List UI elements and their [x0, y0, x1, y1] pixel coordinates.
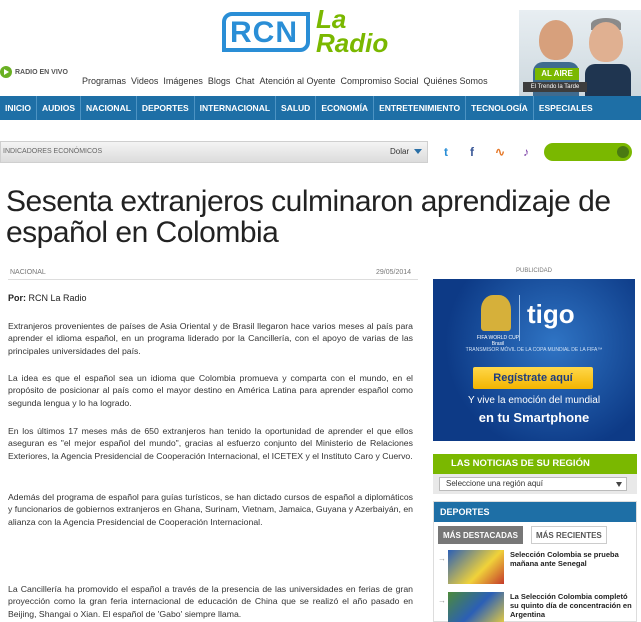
- ad-small-text: TRANSMISOR MÓVIL DE LA COPA MUNDIAL DE LA FIFA™: [465, 347, 603, 353]
- indicators-bar: [0, 141, 641, 163]
- divider: [8, 279, 418, 280]
- logo-radio-text: Radio: [316, 28, 389, 58]
- author-label: Por:: [8, 293, 26, 303]
- site-header: [0, 0, 641, 96]
- host-photo-2: [585, 64, 631, 96]
- twitter-icon[interactable]: t: [444, 145, 448, 159]
- currency-select[interactable]: Dolar: [390, 147, 410, 156]
- article-paragraph: Extranjeros provenientes de países de Asia Oriental y de Brasil llegaron hace varios meses al país para aprender el idioma español, en un programa liderado por la Cancillería, con el apoyo de varias de las principales universidades del país.: [8, 321, 413, 356]
- economic-indicators: [0, 141, 428, 163]
- nav-nacional[interactable]: NACIONAL: [81, 96, 137, 120]
- play-icon: [0, 66, 12, 78]
- author-name: RCN La Radio: [28, 293, 87, 303]
- article-section[interactable]: NACIONAL: [10, 269, 46, 276]
- on-air-show: El Trendo la Tarde: [523, 82, 587, 92]
- radio-live-link[interactable]: [0, 66, 68, 78]
- region-news-widget: [433, 454, 637, 494]
- nav-salud[interactable]: SALUD: [276, 96, 316, 120]
- sports-widget: [433, 501, 637, 622]
- ad-divider: [519, 295, 520, 341]
- search-input[interactable]: [544, 143, 632, 161]
- top-nav-quienes[interactable]: Quiénes Somos: [423, 76, 488, 86]
- sports-tabs: [434, 526, 636, 546]
- top-nav-atencion[interactable]: Atención al Oyente: [259, 76, 336, 86]
- nav-entretenimiento[interactable]: ENTRETENIMIENTO: [374, 96, 466, 120]
- chevron-down-icon[interactable]: [414, 149, 422, 154]
- nav-audios[interactable]: AUDIOS: [37, 96, 81, 120]
- nav-deportes[interactable]: DEPORTES: [137, 96, 195, 120]
- top-nav-compromiso[interactable]: Compromiso Social: [340, 76, 419, 86]
- news-headline[interactable]: La Selección Colombia completó su quinto día de concentración en Argentina: [510, 592, 632, 619]
- article-paragraph: La Cancillería ha promovido el español a través de la presencia de las universidades en ferias de gran proyección como la gran feria internacional de educación de China que se realizó el año pasado en Beijing, Shangai o Xian. El español de 'Gabo' siempre llama.: [8, 584, 413, 619]
- main-nav: [0, 96, 641, 120]
- top-nav-programas[interactable]: Programas: [82, 76, 127, 86]
- world-cup-trophy-icon: [481, 295, 511, 331]
- nav-internacional[interactable]: INTERNACIONAL: [195, 96, 276, 120]
- ad-label: PUBLICIDAD: [515, 268, 552, 274]
- nav-inicio[interactable]: INICIO: [0, 96, 37, 120]
- article-paragraph: Además del programa de español para guías turísticos, se han dictado cursos de español a diplomáticos y funcionarios de gobiernos extranjeros en Ghana, Surinam, Vietnam, Jamaica, Guyana y Azerbaiyán, en alianza con la Agencia Presidencial de Cooperación Internacional.: [8, 492, 414, 527]
- logo-la-text: La: [316, 4, 347, 34]
- rcn-logo-mark: RCN: [222, 12, 310, 52]
- article-title: Sesenta extranjeros culminaron aprendizaje de español en Colombia: [6, 185, 611, 249]
- register-button[interactable]: Regístrate aquí: [473, 367, 593, 389]
- host-face-1: [539, 20, 573, 60]
- indicators-label: INDICADORES ECONÓMICOS: [3, 148, 103, 155]
- region-select[interactable]: Seleccione una región aquí: [439, 477, 627, 491]
- list-item[interactable]: [438, 592, 634, 622]
- host-face-2: [589, 22, 623, 62]
- top-nav-videos[interactable]: Videos: [131, 76, 159, 86]
- top-nav: [82, 76, 488, 86]
- top-nav-blogs[interactable]: Blogs: [207, 76, 231, 86]
- arrow-icon: →: [438, 554, 446, 563]
- nav-tecnologia[interactable]: TECNOLOGÍA: [466, 96, 534, 120]
- on-air-banner[interactable]: [519, 10, 641, 96]
- article-paragraph: En los últimos 17 meses más de 650 extranjeros han tenido la oportunidad de aprender el que ellos aseguran es "el mejor español del mundo", gracias al esfuerzo conjunto del Ministerio de Relaciones Exteriores, la Agencia Presidencial de Cooperación Internacional, el ICETEX y el Instituto Caro y Cuervo.: [8, 426, 413, 461]
- podcast-icon[interactable]: ♪: [523, 145, 529, 159]
- tigo-ad-banner[interactable]: [433, 279, 635, 441]
- ad-brand: tigo: [527, 299, 575, 329]
- tab-mas-destacadas[interactable]: MÁS DESTACADAS: [438, 526, 523, 544]
- news-headline[interactable]: Selección Colombia se prueba mañana ante Senegal: [510, 550, 619, 568]
- news-thumbnail[interactable]: [448, 592, 504, 622]
- article-author: [8, 293, 87, 303]
- nav-economia[interactable]: ECONOMÍA: [316, 96, 374, 120]
- ad-tagline-bold: en tu Smartphone: [478, 410, 590, 425]
- sports-title[interactable]: DEPORTES: [434, 502, 636, 522]
- arrow-icon: →: [438, 596, 446, 605]
- nav-especiales[interactable]: ESPECIALES: [538, 103, 593, 113]
- radio-live-label: RADIO EN VIVO: [15, 68, 68, 76]
- on-air-badge: AL AIRE: [535, 68, 579, 80]
- rss-icon[interactable]: ∿: [494, 145, 506, 159]
- top-nav-imagenes[interactable]: Imágenes: [163, 76, 203, 86]
- facebook-icon[interactable]: f: [470, 145, 474, 159]
- top-nav-chat[interactable]: Chat: [235, 76, 255, 86]
- region-title: LAS NOTICIAS DE SU REGIÓN: [433, 454, 637, 474]
- ad-tagline: Y vive la emoción del mundial: [467, 395, 601, 406]
- site-logo[interactable]: [222, 4, 422, 58]
- article-date: 29/05/2014: [376, 269, 412, 276]
- news-thumbnail[interactable]: [448, 550, 504, 584]
- ad-fifa-text: FIFA WORLD CUP Brasil: [476, 335, 520, 347]
- tab-mas-recientes[interactable]: MÁS RECIENTES: [531, 526, 607, 544]
- search-icon[interactable]: [617, 146, 629, 158]
- article-paragraph: La idea es que el español sea un idioma que Colombia promueva y comparta con el mundo, en el propósito de posicionar al país como el mayor destino en América Latina para aprender español como segunda lengua y lo ha logrado.: [8, 373, 413, 408]
- list-item[interactable]: [438, 550, 634, 584]
